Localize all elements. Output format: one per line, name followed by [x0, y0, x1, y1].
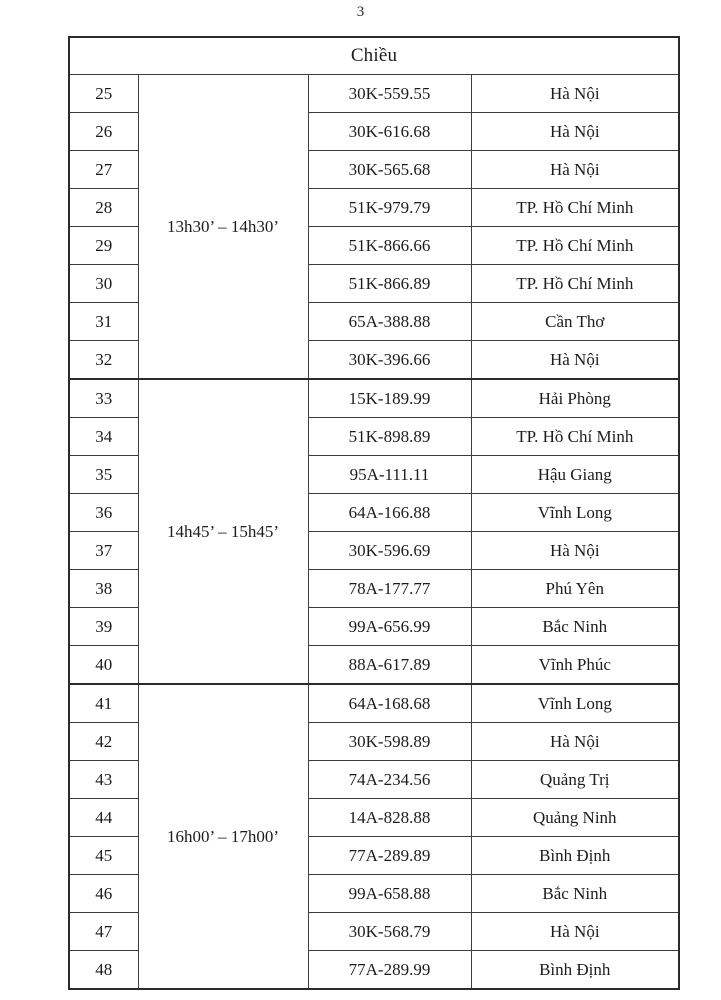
province-cell: TP. Hồ Chí Minh: [471, 418, 679, 456]
row-number-cell: 37: [69, 532, 138, 570]
province-cell: Hà Nội: [471, 723, 679, 761]
license-plate-cell: 64A-168.68: [308, 684, 471, 723]
license-plate-cell: 30K-396.66: [308, 341, 471, 380]
row-number-cell: 43: [69, 761, 138, 799]
row-number-cell: 46: [69, 875, 138, 913]
province-cell: Vĩnh Long: [471, 494, 679, 532]
row-number-cell: 40: [69, 646, 138, 685]
license-plate-cell: 88A-617.89: [308, 646, 471, 685]
row-number-cell: 48: [69, 951, 138, 990]
province-cell: Hà Nội: [471, 913, 679, 951]
row-number-cell: 47: [69, 913, 138, 951]
row-number-cell: 41: [69, 684, 138, 723]
province-cell: Hà Nội: [471, 151, 679, 189]
table-row: [69, 684, 679, 723]
session-title: Chiều: [69, 37, 679, 75]
province-cell: TP. Hồ Chí Minh: [471, 189, 679, 227]
province-cell: Hà Nội: [471, 113, 679, 151]
province-cell: Bắc Ninh: [471, 875, 679, 913]
row-number-cell: 38: [69, 570, 138, 608]
province-cell: Hải Phòng: [471, 379, 679, 418]
license-plate-cell: 99A-658.88: [308, 875, 471, 913]
row-number-cell: 26: [69, 113, 138, 151]
province-cell: TP. Hồ Chí Minh: [471, 227, 679, 265]
province-cell: Vĩnh Long: [471, 684, 679, 723]
time-slot-cell: 16h00’ – 17h00’: [138, 684, 308, 989]
row-number-cell: 42: [69, 723, 138, 761]
province-cell: Quảng Ninh: [471, 799, 679, 837]
license-plate-cell: 74A-234.56: [308, 761, 471, 799]
schedule-table: [68, 36, 680, 990]
page-number: 3: [356, 4, 365, 20]
time-slot-cell: 13h30’ – 14h30’: [138, 75, 308, 380]
province-cell: Hà Nội: [471, 532, 679, 570]
province-cell: TP. Hồ Chí Minh: [471, 265, 679, 303]
row-number-cell: 29: [69, 227, 138, 265]
row-number-cell: 35: [69, 456, 138, 494]
license-plate-cell: 30K-598.89: [308, 723, 471, 761]
license-plate-cell: 30K-565.68: [308, 151, 471, 189]
row-number-cell: 34: [69, 418, 138, 456]
row-number-cell: 30: [69, 265, 138, 303]
table-row: [69, 75, 679, 113]
table-row: [69, 379, 679, 418]
province-cell: Bắc Ninh: [471, 608, 679, 646]
license-plate-cell: 30K-568.79: [308, 913, 471, 951]
schedule-table-body: [69, 37, 679, 989]
license-plate-cell: 64A-166.88: [308, 494, 471, 532]
license-plate-cell: 15K-189.99: [308, 379, 471, 418]
schedule-table-wrap: [68, 36, 678, 990]
time-slot-cell: 14h45’ – 15h45’: [138, 379, 308, 684]
license-plate-cell: 77A-289.99: [308, 951, 471, 990]
table-header-row: [69, 37, 679, 75]
row-number-cell: 36: [69, 494, 138, 532]
license-plate-cell: 30K-596.69: [308, 532, 471, 570]
province-cell: Bình Định: [471, 837, 679, 875]
row-number-cell: 28: [69, 189, 138, 227]
province-cell: Bình Định: [471, 951, 679, 990]
license-plate-cell: 51K-866.89: [308, 265, 471, 303]
license-plate-cell: 95A-111.11: [308, 456, 471, 494]
row-number-cell: 39: [69, 608, 138, 646]
row-number-cell: 32: [69, 341, 138, 380]
license-plate-cell: 78A-177.77: [308, 570, 471, 608]
license-plate-cell: 65A-388.88: [308, 303, 471, 341]
province-cell: Hậu Giang: [471, 456, 679, 494]
license-plate-cell: 14A-828.88: [308, 799, 471, 837]
province-cell: Quảng Trị: [471, 761, 679, 799]
row-number-cell: 44: [69, 799, 138, 837]
license-plate-cell: 30K-559.55: [308, 75, 471, 113]
row-number-cell: 25: [69, 75, 138, 113]
province-cell: Hà Nội: [471, 341, 679, 380]
row-number-cell: 45: [69, 837, 138, 875]
license-plate-cell: 77A-289.89: [308, 837, 471, 875]
row-number-cell: 27: [69, 151, 138, 189]
province-cell: Phú Yên: [471, 570, 679, 608]
province-cell: Cần Thơ: [471, 303, 679, 341]
province-cell: Hà Nội: [471, 75, 679, 113]
license-plate-cell: 51K-866.66: [308, 227, 471, 265]
license-plate-cell: 99A-656.99: [308, 608, 471, 646]
license-plate-cell: 51K-979.79: [308, 189, 471, 227]
province-cell: Vĩnh Phúc: [471, 646, 679, 685]
license-plate-cell: 30K-616.68: [308, 113, 471, 151]
license-plate-cell: 51K-898.89: [308, 418, 471, 456]
row-number-cell: 31: [69, 303, 138, 341]
row-number-cell: 33: [69, 379, 138, 418]
